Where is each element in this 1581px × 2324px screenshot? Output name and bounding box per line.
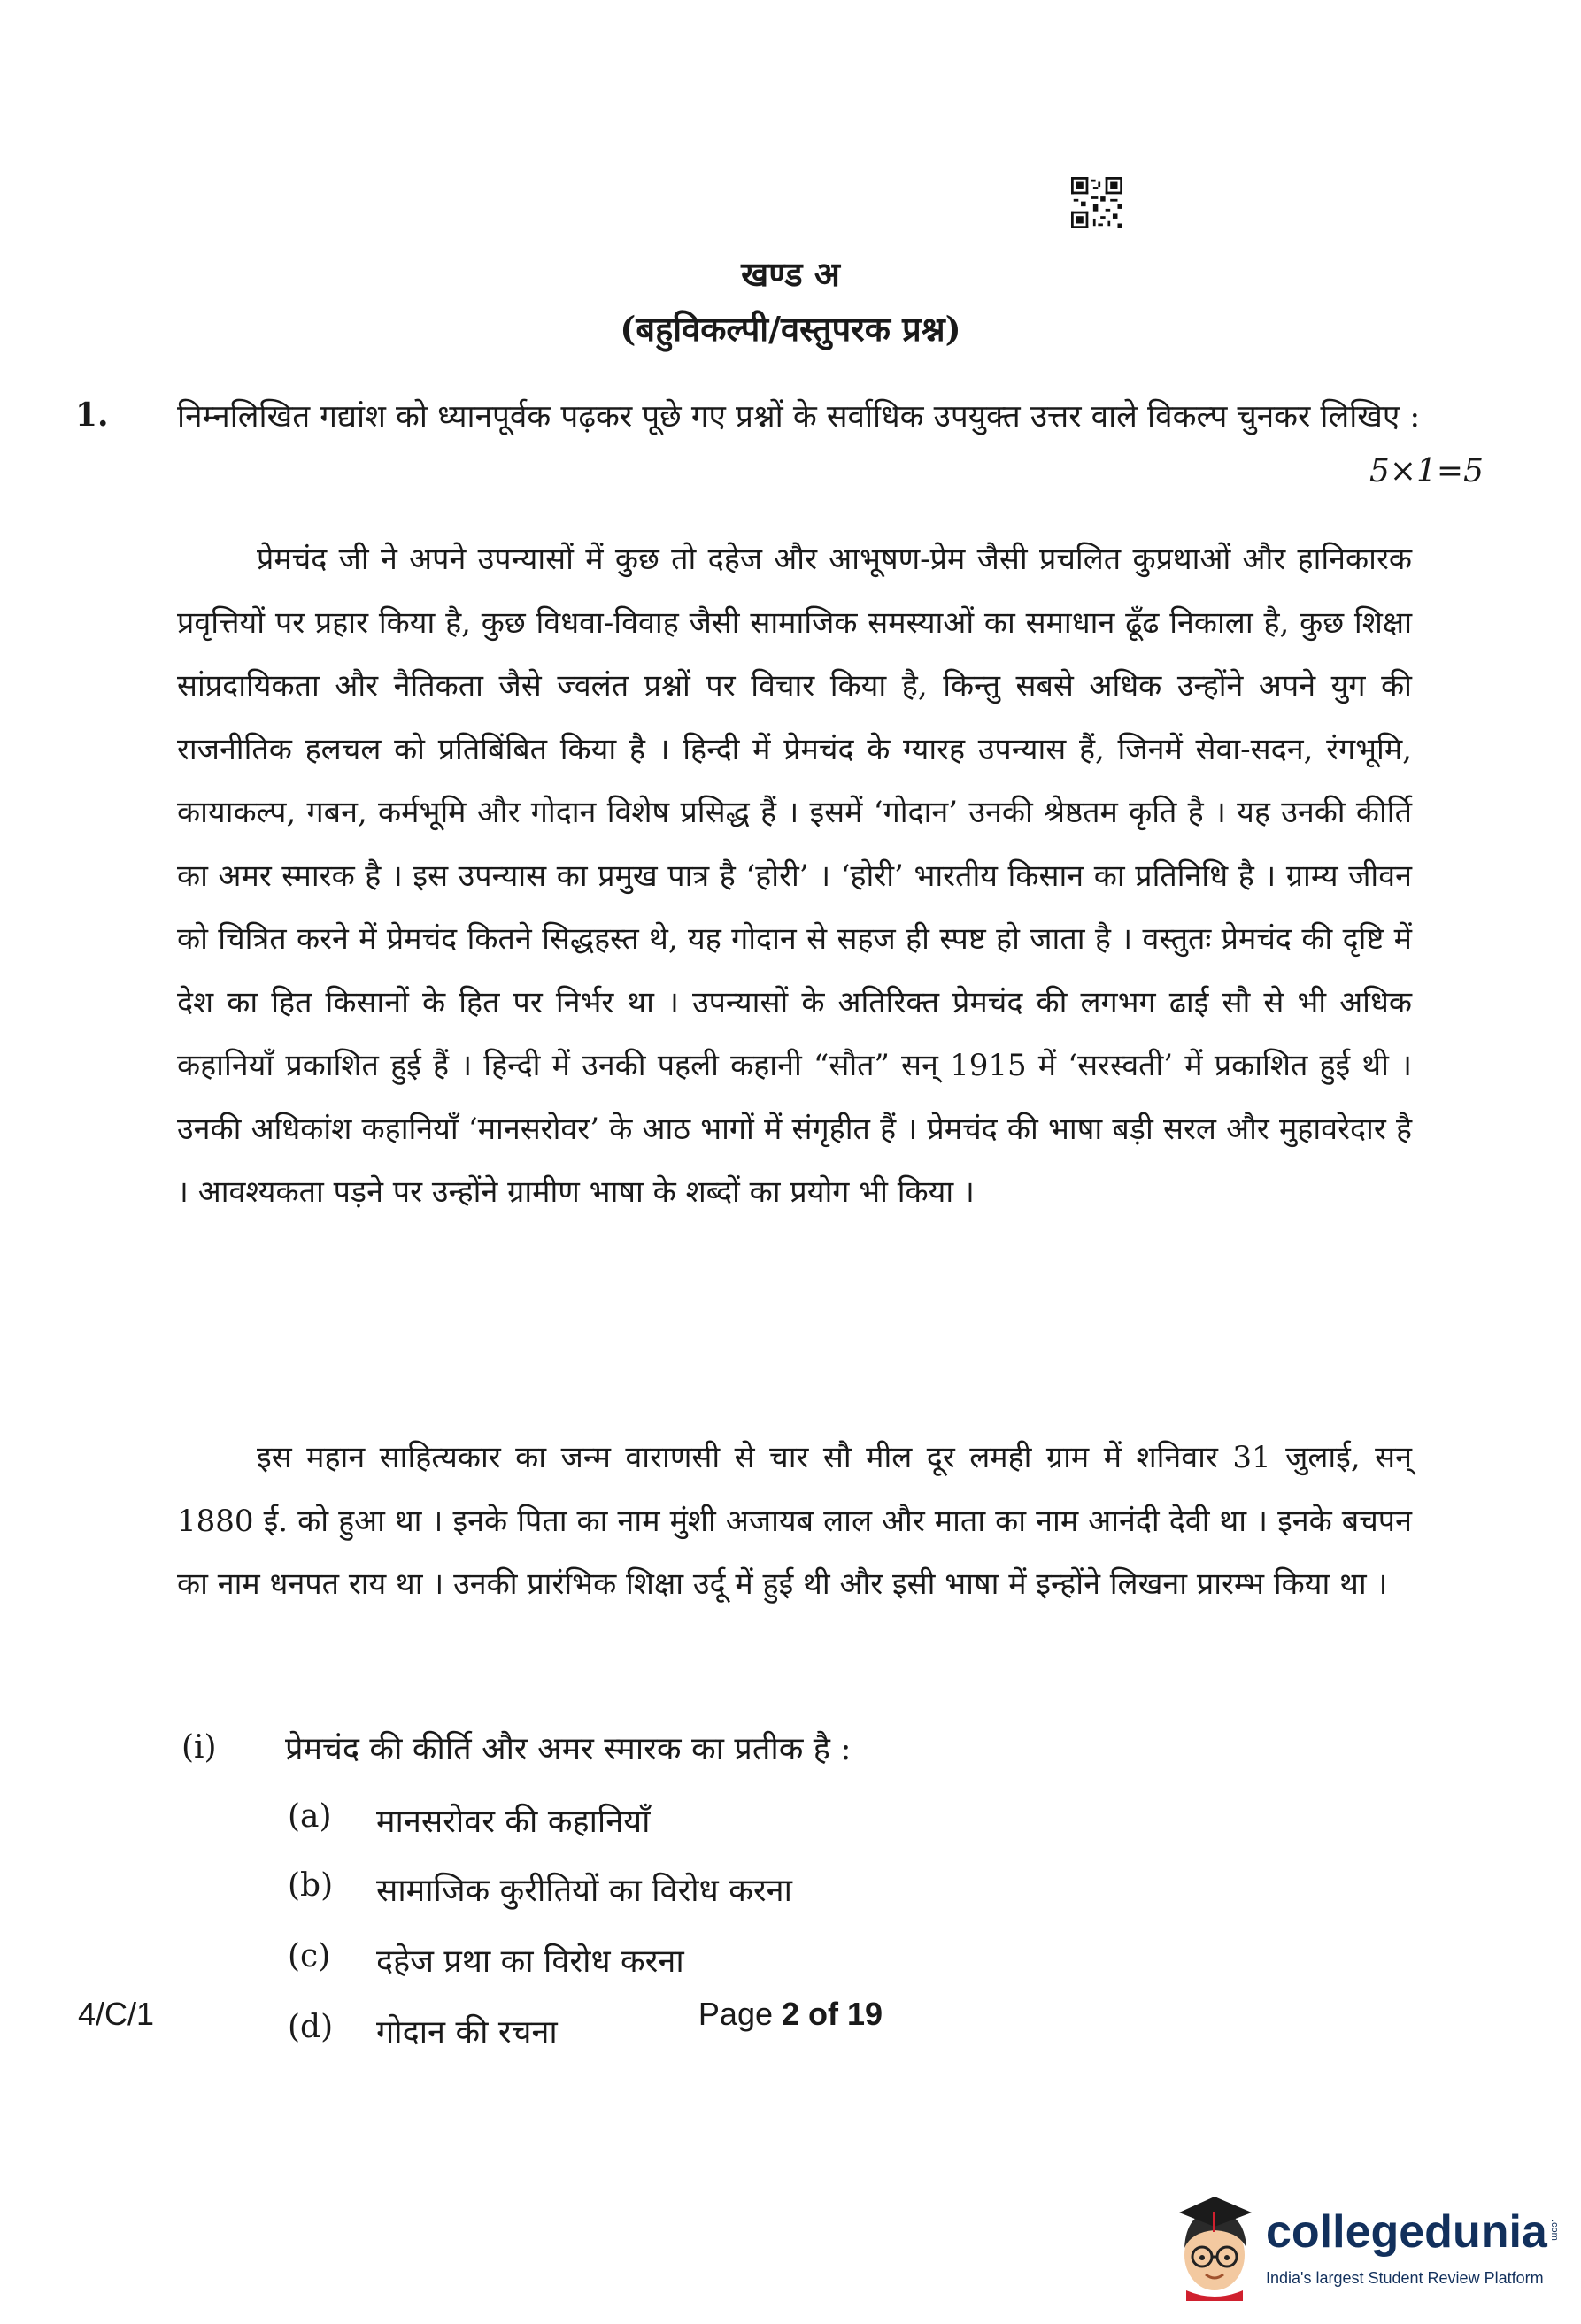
subquestion-text: प्रेमचंद की कीर्ति और अमर स्मारक का प्रतीक है : xyxy=(285,1731,852,1767)
option-text: मानसरोवर की कहानियाँ xyxy=(376,1804,651,1840)
page-prefix: Page xyxy=(698,1996,782,2032)
page-total: 19 xyxy=(847,1996,883,2032)
footer-page-number xyxy=(0,1996,1581,2033)
brand-tagline: India's largest Student Review Platform xyxy=(1266,2269,1544,2287)
option-text: सामाजिक कुरीतियों का विरोध करना xyxy=(376,1873,792,1909)
passage-paragraph-2: इस महान साहित्यकार का जन्म वाराणसी से चार सौ मील दूर लमही ग्राम में शनिवार 31 जुलाई, सन् 1880 ई. को हुआ था । इनके पिता का नाम मुंशी अजायब लाल और माता का नाम आनंदी देवी था । इनके बचपन का नाम धनपत राय था । उनकी प्रारंभिक शिक्षा उर्दू में हुई थी और इसी भाषा में इन्होंने लिखना प्रारम्भ किया था । xyxy=(177,1440,1412,1602)
option-label: (c) xyxy=(288,1938,331,1974)
option-label: (d) xyxy=(288,2009,334,2045)
section-title: खण्ड अ xyxy=(741,254,840,294)
brand-domain: .com xyxy=(1549,2220,1560,2241)
collegedunia-watermark xyxy=(1168,2186,1558,2310)
passage-paragraph-1: प्रेमचंद जी ने अपने उपन्यासों में कुछ तो दहेज और आभूषण-प्रेम जैसी प्रचलित कुप्रथाओं और हानिकारक प्रवृत्तियों पर प्रहार किया है, कुछ विधवा-विवाह जैसी सामाजिक समस्याओं का समाधान ढूँढ निकाला है, कुछ शिक्षा सांप्रदायिकता और नैतिकता जैसे ज्वलंत प्रश्नों पर विचार किया है, किन्तु सबसे अधिक उन्होंने अपने युग की राजनीतिक हलचल को प्रतिबिंबित किया है । हिन्दी में प्रेमचंद के ग्यारह उपन्यास हैं, जिनमें सेवा-सदन, रंगभूमि, कायाकल्प, गबन, कर्मभूमि और गोदान विशेष प्रसिद्ध हैं । इसमें ‘गोदान’ उनकी श्रेष्ठतम कृति है । यह उनकी कीर्ति का अमर स्मारक है । इस उपन्यास का प्रमुख पात्र है ‘होरी’ । ‘होरी’ भारतीय किसान का प्रतिनिधि है । ग्राम्य जीवन को चित्रित करने में प्रेमचंद कितने सिद्धहस्त थे, यह गोदान से सहज ही स्पष्ट हो जाता है । वस्तुतः प्रेमचंद की दृष्टि में देश का हित किसानों के हित पर निर्भर था । उपन्यासों के अतिरिक्त प्रेमचंद की लगभग ढाई सौ से भी अधिक कहानियाँ प्रकाशित हुई हैं । हिन्दी में उनकी पहली कहानी “सौत” सन् 1915 में ‘सरस्वती’ में प्रकाशित हुई थी । उनकी अधिकांश कहानियाँ ‘मानसरोवर’ के आठ भागों में संगृहीत हैं । प्रेमचंद की भाषा बड़ी सरल और मुहावरेदार है । आवश्यकता पड़ने पर उन्होंने ग्रामीण भाषा के शब्दों का प्रयोग भी किया । xyxy=(177,542,1412,1210)
option-text: गोदान की रचना xyxy=(376,2014,558,2051)
qr-code-icon xyxy=(1071,177,1122,228)
collegedunia-mascot-logo xyxy=(1168,2186,1261,2301)
option-text: दहेज प्रथा का विरोध करना xyxy=(376,1943,684,1980)
page-current: 2 xyxy=(782,1996,800,2032)
footer-paper-code: 4/C/1 xyxy=(78,1996,155,2032)
section-subtitle: (बहुविकल्पी/वस्तुपरक प्रश्न) xyxy=(620,309,961,349)
option-label: (a) xyxy=(288,1798,332,1835)
question-number: 1. xyxy=(75,396,109,434)
brand-name: collegedunia xyxy=(1266,2206,1547,2258)
question-instruction: निम्नलिखित गद्यांश को ध्यानपूर्वक पढ़कर पूछे गए प्रश्नों के सर्वाधिक उपयुक्त उत्तर वाले विकल्प चुनकर लिखिए : xyxy=(177,399,1421,435)
page-of: of xyxy=(799,1996,848,2032)
option-label: (b) xyxy=(288,1867,334,1904)
question-marks: 5×1=5 xyxy=(1369,453,1484,489)
subquestion-number: (i) xyxy=(181,1729,217,1766)
